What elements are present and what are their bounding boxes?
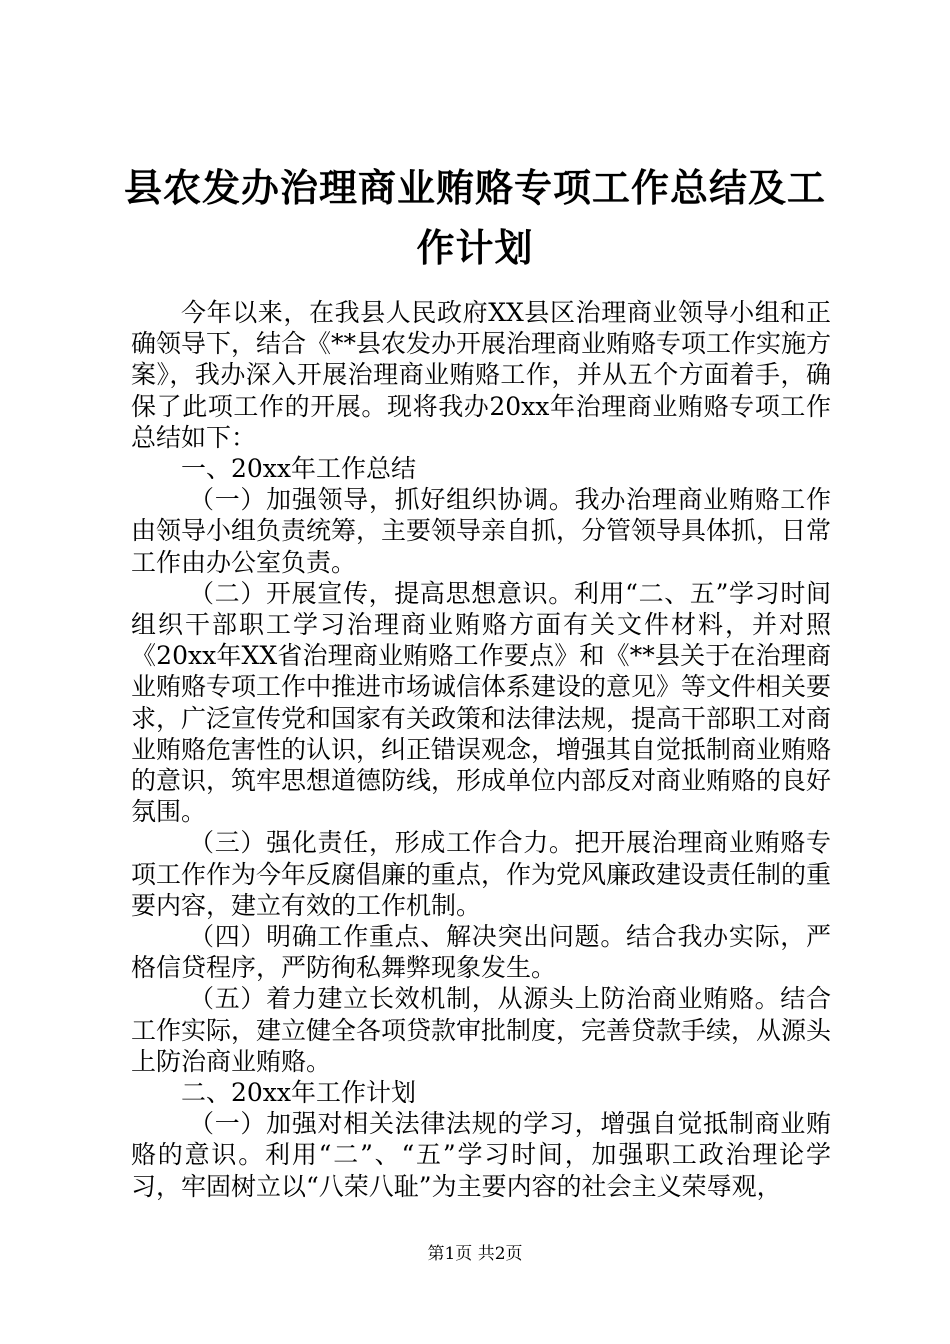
paragraph-intro: 今年以来，在我县人民政府XX县区治理商业领导小组和正确领导下，结合《**县农发办开展治理商业贿赂专项工作实施方案》，我办深入开展治理商业贿赂工作，并从五个方面着手，确保了此项工作的开展。现将我办20xx年治理商业贿赂专项工作总结如下： [131, 298, 832, 452]
document-body [131, 297, 831, 1202]
section-heading-plan: 二、20xx年工作计划 [181, 1078, 417, 1108]
section-heading-summary: 一、20xx年工作总结 [181, 454, 417, 484]
paragraph-item-5: （五）着力建立长效机制，从源头上防治商业贿赂。结合工作实际，建立健全各项贷款审批制度，完善贷款手续，从源头上防治商业贿赂。 [131, 984, 832, 1076]
paragraph-item-2: （二）开展宣传，提高思想意识。利用“二、五”学习时间组织干部职工学习治理商业贿赂方面有关文件材料，并对照《20xx年XX省治理商业贿赂工作要点》和《**县关于在治理商业贿赂专项工作中推进市场诚信体系建设的意见》等文件相关要求，广泛宣传党和国家有关政策和法律法规，提高干部职工对商业贿赂危害性的认识，纠正错误观念，增强其自觉抵制商业贿赂的意识，筑牢思想道德防线，形成单位内部反对商业贿赂的良好氛围。 [131, 578, 832, 827]
paragraph-plan-item-1: （一）加强对相关法律法规的学习，增强自觉抵制商业贿赂的意识。利用“二”、“五”学习时间，加强职工政治理论学习，牢固树立以“八荣八耻”为主要内容的社会主义荣辱观， [131, 1109, 831, 1201]
paragraph-item-4: （四）明确工作重点、解决突出问题。结合我办实际，严格信贷程序，严防徇私舞弊现象发生。 [131, 922, 831, 983]
paragraph-item-1: （一）加强领导，抓好组织协调。我办治理商业贿赂工作由领导小组负责统筹，主要领导亲自抓，分管领导具体抓，日常工作由办公室负责。 [131, 485, 832, 577]
page-number-footer: 第1页 共2页 [427, 1244, 523, 1264]
document-title: 县农发办治理商业贿赂专项工作总结及工作计划 [123, 166, 826, 270]
paragraph-item-3: （三）强化责任，形成工作合力。把开展治理商业贿赂专项工作作为今年反腐倡廉的重点，作为党风廉政建设责任制的重要内容，建立有效的工作机制。 [131, 828, 832, 920]
